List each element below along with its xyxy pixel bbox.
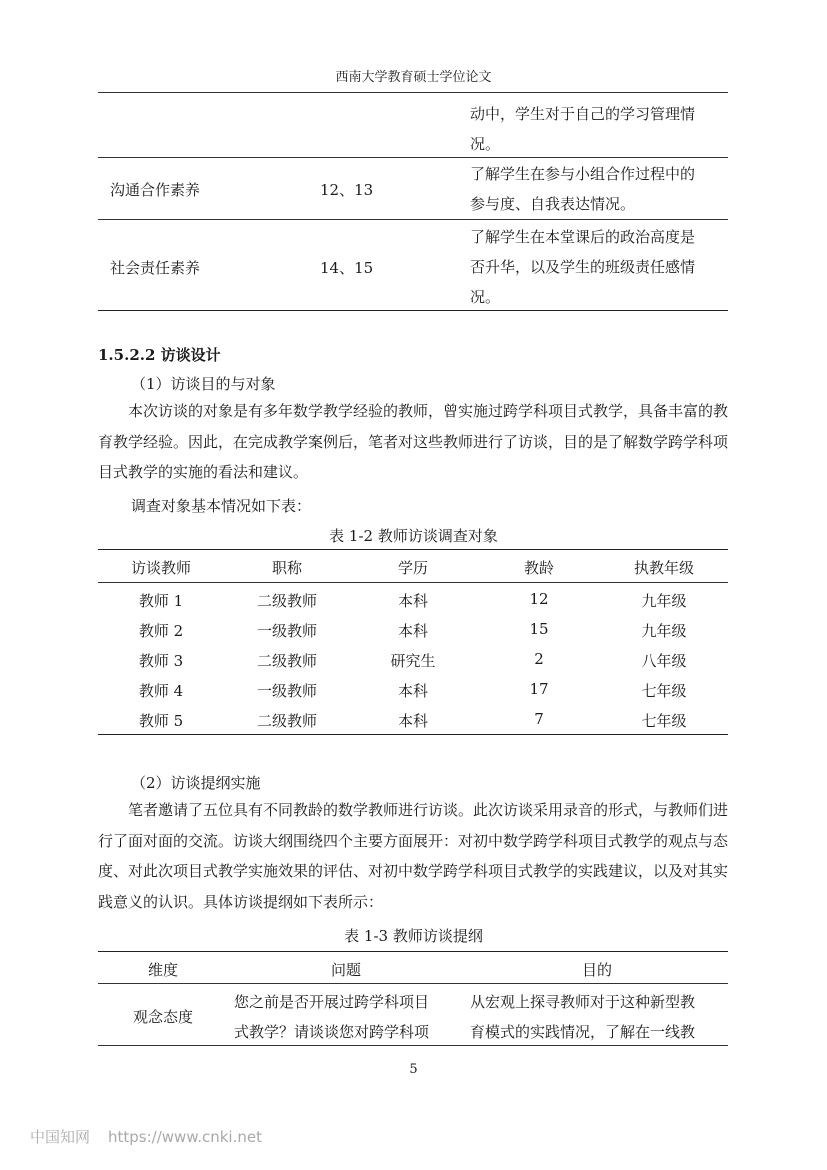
body-paragraph: 本次访谈的对象是有多年数学教学经验的教师，曾实施过跨学科项目式教学，具备丰富的教育教学经验。因此，在完成教学案例后，笔者对这些教师进行了访谈，目的是了解数学跨学科项目式教学的实施的看法和建议。 [98, 402, 729, 481]
table-cell: 二级教师 [256, 652, 317, 670]
table-cell: 九年级 [641, 622, 687, 640]
table-cell: 教师 2 [138, 622, 184, 640]
table-cell-purpose: 参与度、自我表达情况。 [470, 195, 636, 213]
table-cell: 本科 [397, 682, 428, 700]
table-cell: 七年级 [641, 712, 687, 730]
table-cell: 本科 [397, 712, 428, 730]
table-cut-rule [98, 1045, 728, 1046]
table-cell-purpose: 了解学生在本堂课后的政治高度是 [470, 228, 696, 246]
table-cell: 教师 3 [138, 652, 184, 670]
table-top-rule [98, 549, 728, 550]
table-header-cell: 职称 [271, 559, 302, 577]
table-cell: 教师 4 [138, 682, 184, 700]
table-cell: 九年级 [641, 592, 687, 610]
table-cell: 七年级 [641, 682, 687, 700]
table-header-rule [98, 582, 728, 583]
page-number: 5 [409, 1062, 418, 1077]
table-header-cell: 维度 [147, 961, 178, 979]
table-cell-question: 您之前是否开展过跨学科项目 [234, 993, 430, 1011]
table-header-cell: 访谈教师 [130, 559, 191, 577]
table-cell-purpose: 况。 [470, 135, 501, 153]
table-cell: 研究生 [390, 652, 436, 670]
watermark-url: https://www.cnki.net [108, 1128, 262, 1146]
table-header-rule [98, 983, 728, 984]
table-cell: 本科 [397, 622, 428, 640]
table-header-cell: 学历 [397, 559, 428, 577]
table-cell-dimension: 观念态度 [132, 1008, 193, 1026]
table-cell-purpose: 况。 [470, 288, 501, 306]
table-cell-items: 12、13 [320, 181, 374, 199]
table-cell: 一级教师 [256, 682, 317, 700]
subsection-title: （2）访谈提纲实施 [131, 774, 261, 792]
table-cell-purpose: 了解学生在参与小组合作过程中的 [470, 165, 696, 183]
table-cell-purpose: 动中，学生对于自己的学习管理情 [470, 105, 696, 123]
running-header: 西南大学教育硕士学位论文 [335, 70, 492, 85]
table-top-rule [98, 951, 728, 952]
table-header-cell: 问题 [330, 961, 361, 979]
table-cell: 12 [529, 590, 549, 608]
header-rule [98, 92, 728, 93]
table-header-cell: 教龄 [523, 559, 554, 577]
table-row-divider [98, 219, 728, 220]
table-cell-purpose: 否升华，以及学生的班级责任感情 [470, 258, 696, 276]
table-row-divider [98, 157, 728, 158]
table-header-cell: 目的 [581, 961, 612, 979]
table-cell: 二级教师 [256, 712, 317, 730]
table-header-cell: 执教年级 [633, 559, 694, 577]
table-cell: 二级教师 [256, 592, 317, 610]
table-cell-dimension: 社会责任素养 [110, 259, 201, 277]
body-paragraph: 笔者邀请了五位具有不同教龄的数学教师进行访谈。此次访谈采用录音的形式，与教师们进行了面对面的交流。访谈大纲围绕四个主要方面展开：对初中数学跨学科项目式教学的观点与态度、对此次项目式教学实施效果的评估、对初中数学跨学科项目式教学的实践建议，以及对其实践意义的认识。具体访谈提纲如下表所示： [98, 801, 729, 911]
table-cell: 17 [529, 680, 549, 698]
watermark [30, 1126, 262, 1147]
table-bottom-rule [98, 734, 728, 735]
table-bottom-rule [98, 310, 728, 311]
table-cell-purpose: 从宏观上探寻教师对于这种新型教 [470, 993, 696, 1011]
table-caption: 表 1-3 教师访谈提纲 [344, 927, 483, 945]
watermark-site: 中国知网 [30, 1128, 91, 1146]
table-cell-items: 14、15 [320, 259, 374, 277]
table-cell: 15 [529, 620, 549, 638]
table-cell: 7 [534, 710, 544, 728]
table-cell: 本科 [397, 592, 428, 610]
table-cell-question: 式教学？请谈谈您对跨学科项 [234, 1023, 430, 1041]
table-cell: 一级教师 [256, 622, 317, 640]
table-cell: 教师 1 [138, 592, 184, 610]
table-caption: 表 1-2 教师访谈调查对象 [329, 527, 498, 545]
table-cell: 2 [534, 650, 544, 668]
table-cell: 教师 5 [138, 712, 184, 730]
body-paragraph: 调查对象基本情况如下表： [131, 497, 312, 515]
section-heading: 1.5.2.2 访谈设计 [98, 346, 221, 364]
table-cell-purpose: 育模式的实践情况，了解在一线教 [470, 1023, 696, 1041]
table-cell-dimension: 沟通合作素养 [110, 181, 201, 199]
subsection-title: （1）访谈目的与对象 [131, 375, 276, 393]
table-cell: 八年级 [641, 652, 687, 670]
